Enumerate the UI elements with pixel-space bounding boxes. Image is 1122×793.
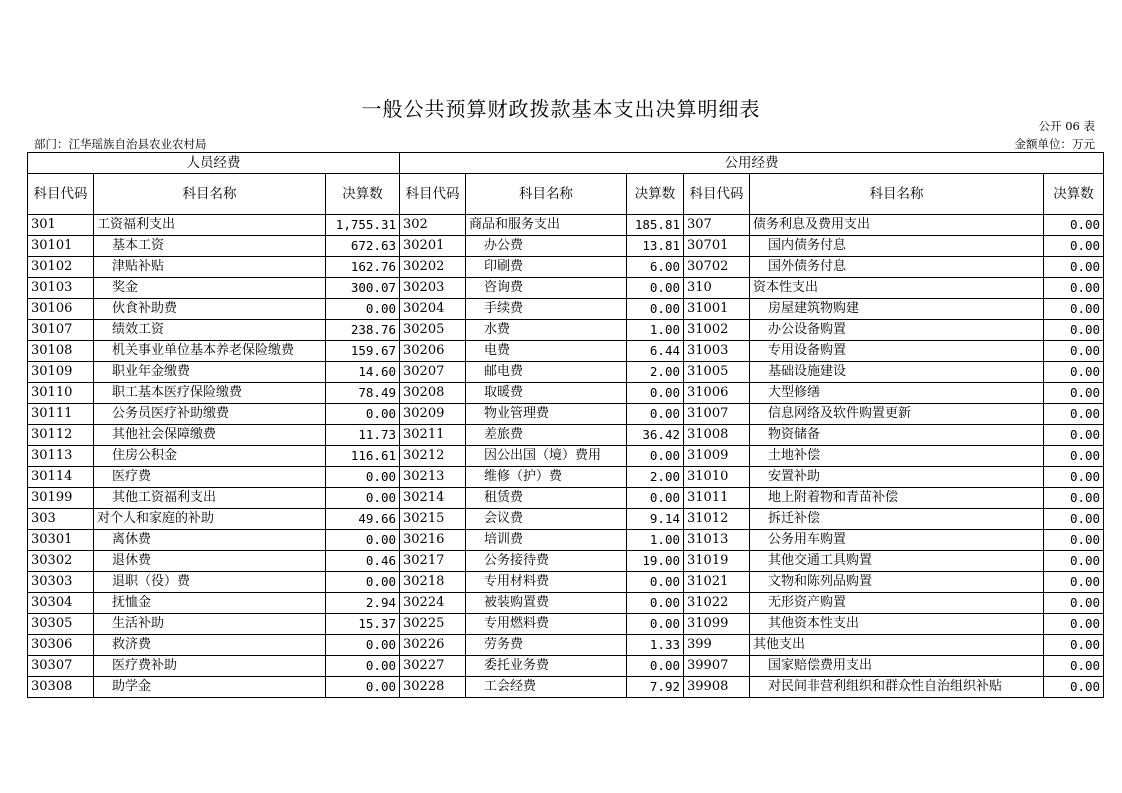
subject-name: 医疗费 — [94, 467, 326, 488]
subject-code: 30303 — [28, 572, 94, 593]
subject-name: 工资福利支出 — [94, 215, 326, 236]
subject-code: 30199 — [28, 488, 94, 509]
subject-name: 国外债务付息 — [750, 257, 1044, 278]
subject-name: 电费 — [466, 341, 627, 362]
subject-name: 无形资产购置 — [750, 593, 1044, 614]
subject-code: 301 — [28, 215, 94, 236]
subject-name: 商品和服务支出 — [466, 215, 627, 236]
amount-value: 0.00 — [326, 530, 400, 551]
subject-name: 租赁费 — [466, 488, 627, 509]
subject-name: 工会经费 — [466, 677, 627, 698]
subject-code: 30306 — [28, 635, 94, 656]
amount-value: 0.00 — [1044, 635, 1104, 656]
table-row — [28, 656, 1104, 677]
amount-value: 15.37 — [326, 614, 400, 635]
subject-name: 物业管理费 — [466, 404, 627, 425]
header-name: 科目名称 — [94, 174, 326, 215]
amount-value: 0.00 — [627, 383, 684, 404]
amount-value: 14.60 — [326, 362, 400, 383]
subject-name: 物资储备 — [750, 425, 1044, 446]
subject-name: 职工基本医疗保险缴费 — [94, 383, 326, 404]
subject-code: 30228 — [400, 677, 466, 698]
amount-value: 0.00 — [627, 593, 684, 614]
subject-code: 39908 — [684, 677, 750, 698]
amount-value: 2.94 — [326, 593, 400, 614]
subject-name: 对个人和家庭的补助 — [94, 509, 326, 530]
amount-value: 0.00 — [1044, 215, 1104, 236]
amount-value: 49.66 — [326, 509, 400, 530]
subject-code: 30106 — [28, 299, 94, 320]
subject-name: 培训费 — [466, 530, 627, 551]
subject-code: 31001 — [684, 299, 750, 320]
subject-name: 水费 — [466, 320, 627, 341]
subject-name: 劳务费 — [466, 635, 627, 656]
table-row — [28, 677, 1104, 698]
amount-value: 0.00 — [1044, 677, 1104, 698]
table-row — [28, 341, 1104, 362]
subject-name: 委托业务费 — [466, 656, 627, 677]
amount-value: 0.00 — [1044, 509, 1104, 530]
subject-name: 地上附着物和青苗补偿 — [750, 488, 1044, 509]
subject-name: 因公出国（境）费用 — [466, 446, 627, 467]
subject-code: 31003 — [684, 341, 750, 362]
subject-code: 30109 — [28, 362, 94, 383]
subject-code: 30227 — [400, 656, 466, 677]
subject-name: 专用设备购置 — [750, 341, 1044, 362]
subject-code: 30304 — [28, 593, 94, 614]
subject-code: 307 — [684, 215, 750, 236]
table-row — [28, 383, 1104, 404]
subject-code: 30213 — [400, 467, 466, 488]
amount-value: 0.00 — [627, 488, 684, 509]
subject-code: 30218 — [400, 572, 466, 593]
subject-name: 手续费 — [466, 299, 627, 320]
subject-code: 30207 — [400, 362, 466, 383]
subject-name: 邮电费 — [466, 362, 627, 383]
subject-code: 30205 — [400, 320, 466, 341]
subject-name: 国内债务付息 — [750, 236, 1044, 257]
subject-code: 30302 — [28, 551, 94, 572]
amount-value: 0.00 — [1044, 383, 1104, 404]
amount-value: 19.00 — [627, 551, 684, 572]
amount-value: 9.14 — [627, 509, 684, 530]
table-row — [28, 509, 1104, 530]
subject-code: 310 — [684, 278, 750, 299]
subject-name: 医疗费补助 — [94, 656, 326, 677]
subject-code: 30204 — [400, 299, 466, 320]
table-row — [28, 635, 1104, 656]
subject-code: 30103 — [28, 278, 94, 299]
amount-value: 159.67 — [326, 341, 400, 362]
subject-name: 助学金 — [94, 677, 326, 698]
table-row — [28, 257, 1104, 278]
subject-code: 31012 — [684, 509, 750, 530]
amount-value: 672.63 — [326, 236, 400, 257]
subject-name: 文物和陈列品购置 — [750, 572, 1044, 593]
amount-value: 0.00 — [326, 488, 400, 509]
subject-name: 生活补助 — [94, 614, 326, 635]
subject-name: 其他工资福利支出 — [94, 488, 326, 509]
section-public: 公用经费 — [400, 153, 1104, 174]
table-row — [28, 530, 1104, 551]
subject-code: 303 — [28, 509, 94, 530]
subject-code: 30216 — [400, 530, 466, 551]
subject-name: 基础设施建设 — [750, 362, 1044, 383]
subject-code: 30110 — [28, 383, 94, 404]
subject-code: 30702 — [684, 257, 750, 278]
subject-code: 30202 — [400, 257, 466, 278]
amount-value: 2.00 — [627, 467, 684, 488]
subject-code: 30113 — [28, 446, 94, 467]
amount-value: 1.00 — [627, 530, 684, 551]
subject-code: 31022 — [684, 593, 750, 614]
amount-value: 162.76 — [326, 257, 400, 278]
amount-value: 6.44 — [627, 341, 684, 362]
subject-code: 30224 — [400, 593, 466, 614]
amount-value: 0.00 — [1044, 341, 1104, 362]
column-header-row — [28, 174, 1104, 215]
amount-value: 6.00 — [627, 257, 684, 278]
table-row — [28, 404, 1104, 425]
amount-value: 0.00 — [326, 656, 400, 677]
table-row — [28, 446, 1104, 467]
amount-value: 0.00 — [326, 299, 400, 320]
amount-value: 238.76 — [326, 320, 400, 341]
subject-code: 399 — [684, 635, 750, 656]
subject-code: 31005 — [684, 362, 750, 383]
amount-value: 7.92 — [627, 677, 684, 698]
subject-name: 拆迁补偿 — [750, 509, 1044, 530]
table-row — [28, 215, 1104, 236]
subject-name: 其他社会保障缴费 — [94, 425, 326, 446]
subject-name: 基本工资 — [94, 236, 326, 257]
subject-name: 其他支出 — [750, 635, 1044, 656]
amount-value: 0.00 — [1044, 257, 1104, 278]
subject-name: 奖金 — [94, 278, 326, 299]
amount-value: 0.00 — [1044, 530, 1104, 551]
subject-name: 机关事业单位基本养老保险缴费 — [94, 341, 326, 362]
section-personnel: 人员经费 — [28, 153, 400, 174]
form-number: 公开 06 表 — [1038, 119, 1095, 133]
amount-value: 0.00 — [1044, 614, 1104, 635]
subject-name: 印刷费 — [466, 257, 627, 278]
subject-name: 伙食补助费 — [94, 299, 326, 320]
subject-code: 31010 — [684, 467, 750, 488]
expenditure-table — [27, 152, 1104, 698]
amount-value: 0.00 — [627, 404, 684, 425]
amount-value: 0.00 — [326, 635, 400, 656]
subject-name: 专用材料费 — [466, 572, 627, 593]
section-header-row — [28, 153, 1104, 174]
subject-code: 30201 — [400, 236, 466, 257]
amount-value: 185.81 — [627, 215, 684, 236]
amount-value: 0.00 — [627, 656, 684, 677]
subject-name: 房屋建筑物购建 — [750, 299, 1044, 320]
header-code: 科目代码 — [28, 174, 94, 215]
subject-code: 30208 — [400, 383, 466, 404]
subject-name: 取暖费 — [466, 383, 627, 404]
amount-value: 78.49 — [326, 383, 400, 404]
subject-name: 职业年金缴费 — [94, 362, 326, 383]
amount-value: 2.00 — [627, 362, 684, 383]
table-row — [28, 593, 1104, 614]
table-row — [28, 425, 1104, 446]
subject-name: 咨询费 — [466, 278, 627, 299]
subject-name: 住房公积金 — [94, 446, 326, 467]
header-code: 科目代码 — [400, 174, 466, 215]
subject-code: 31007 — [684, 404, 750, 425]
amount-value: 1.00 — [627, 320, 684, 341]
amount-value: 0.00 — [627, 446, 684, 467]
subject-name: 安置补助 — [750, 467, 1044, 488]
subject-name: 公务员医疗补助缴费 — [94, 404, 326, 425]
subject-code: 30206 — [400, 341, 466, 362]
table-row — [28, 614, 1104, 635]
amount-value: 0.00 — [1044, 236, 1104, 257]
table-row — [28, 299, 1104, 320]
subject-name: 公务接待费 — [466, 551, 627, 572]
subject-code: 31006 — [684, 383, 750, 404]
table-row — [28, 488, 1104, 509]
subject-code: 302 — [400, 215, 466, 236]
page-title: 一般公共预算财政拨款基本支出决算明细表 — [361, 97, 761, 121]
amount-unit-label: 金额单位：万元 — [1014, 137, 1095, 151]
subject-name: 公务用车购置 — [750, 530, 1044, 551]
subject-code: 31021 — [684, 572, 750, 593]
subject-code: 30101 — [28, 236, 94, 257]
table-row — [28, 320, 1104, 341]
subject-code: 30701 — [684, 236, 750, 257]
subject-code: 30307 — [28, 656, 94, 677]
subject-name: 专用燃料费 — [466, 614, 627, 635]
subject-name: 其他交通工具购置 — [750, 551, 1044, 572]
subject-code: 39907 — [684, 656, 750, 677]
amount-value: 0.00 — [1044, 572, 1104, 593]
subject-code: 30226 — [400, 635, 466, 656]
amount-value: 0.00 — [1044, 446, 1104, 467]
subject-name: 维修（护）费 — [466, 467, 627, 488]
table-row — [28, 572, 1104, 593]
subject-code: 30209 — [400, 404, 466, 425]
header-amount: 决算数 — [1044, 174, 1104, 215]
amount-value: 0.00 — [1044, 425, 1104, 446]
subject-name: 会议费 — [466, 509, 627, 530]
subject-name: 差旅费 — [466, 425, 627, 446]
amount-value: 0.00 — [1044, 656, 1104, 677]
table-row — [28, 236, 1104, 257]
table-row — [28, 362, 1104, 383]
subject-name: 津贴补贴 — [94, 257, 326, 278]
amount-value: 36.42 — [627, 425, 684, 446]
subject-name: 离休费 — [94, 530, 326, 551]
amount-value: 11.73 — [326, 425, 400, 446]
subject-code: 30108 — [28, 341, 94, 362]
subject-code: 30217 — [400, 551, 466, 572]
subject-code: 30215 — [400, 509, 466, 530]
subject-code: 31008 — [684, 425, 750, 446]
amount-value: 0.00 — [326, 404, 400, 425]
header-amount: 决算数 — [326, 174, 400, 215]
subject-code: 31019 — [684, 551, 750, 572]
amount-value: 0.00 — [326, 467, 400, 488]
amount-value: 13.81 — [627, 236, 684, 257]
subject-code: 30203 — [400, 278, 466, 299]
amount-value: 1.33 — [627, 635, 684, 656]
table-row — [28, 551, 1104, 572]
subject-code: 31009 — [684, 446, 750, 467]
header-name: 科目名称 — [466, 174, 627, 215]
amount-value: 0.00 — [1044, 404, 1104, 425]
subject-name: 国家赔偿费用支出 — [750, 656, 1044, 677]
table-row — [28, 467, 1104, 488]
header-code: 科目代码 — [684, 174, 750, 215]
amount-value: 0.00 — [1044, 551, 1104, 572]
amount-value: 0.00 — [1044, 593, 1104, 614]
subject-code: 31099 — [684, 614, 750, 635]
subject-name: 对民间非营利组织和群众性自治组织补贴 — [750, 677, 1044, 698]
subject-name: 土地补偿 — [750, 446, 1044, 467]
amount-value: 0.00 — [1044, 320, 1104, 341]
amount-value: 0.00 — [326, 572, 400, 593]
amount-value: 0.00 — [627, 614, 684, 635]
amount-value: 0.00 — [627, 299, 684, 320]
department-label: 部门：江华瑶族自治县农业农村局 — [34, 137, 207, 151]
subject-name: 债务利息及费用支出 — [750, 215, 1044, 236]
subject-name: 救济费 — [94, 635, 326, 656]
amount-value: 0.00 — [627, 278, 684, 299]
amount-value: 0.00 — [627, 572, 684, 593]
subject-name: 其他资本性支出 — [750, 614, 1044, 635]
subject-code: 30305 — [28, 614, 94, 635]
subject-code: 30112 — [28, 425, 94, 446]
subject-code: 31011 — [684, 488, 750, 509]
subject-code: 30114 — [28, 467, 94, 488]
amount-value: 0.46 — [326, 551, 400, 572]
subject-name: 办公费 — [466, 236, 627, 257]
table-row — [28, 278, 1104, 299]
amount-value: 0.00 — [326, 677, 400, 698]
subject-name: 被装购置费 — [466, 593, 627, 614]
subject-name: 资本性支出 — [750, 278, 1044, 299]
subject-code: 30111 — [28, 404, 94, 425]
header-name: 科目名称 — [750, 174, 1044, 215]
amount-value: 300.07 — [326, 278, 400, 299]
subject-code: 30102 — [28, 257, 94, 278]
subject-code: 30107 — [28, 320, 94, 341]
subject-name: 退职（役）费 — [94, 572, 326, 593]
subject-code: 30225 — [400, 614, 466, 635]
subject-code: 30211 — [400, 425, 466, 446]
header-amount: 决算数 — [627, 174, 684, 215]
subject-name: 抚恤金 — [94, 593, 326, 614]
subject-code: 31002 — [684, 320, 750, 341]
subject-name: 绩效工资 — [94, 320, 326, 341]
subject-code: 30212 — [400, 446, 466, 467]
subject-code: 30301 — [28, 530, 94, 551]
subject-name: 退休费 — [94, 551, 326, 572]
amount-value: 0.00 — [1044, 299, 1104, 320]
amount-value: 1,755.31 — [326, 215, 400, 236]
subject-name: 信息网络及软件购置更新 — [750, 404, 1044, 425]
amount-value: 0.00 — [1044, 278, 1104, 299]
amount-value: 116.61 — [326, 446, 400, 467]
subject-name: 大型修缮 — [750, 383, 1044, 404]
subject-name: 办公设备购置 — [750, 320, 1044, 341]
amount-value: 0.00 — [1044, 488, 1104, 509]
amount-value: 0.00 — [1044, 467, 1104, 488]
subject-code: 31013 — [684, 530, 750, 551]
amount-value: 0.00 — [1044, 362, 1104, 383]
subject-code: 30308 — [28, 677, 94, 698]
subject-code: 30214 — [400, 488, 466, 509]
